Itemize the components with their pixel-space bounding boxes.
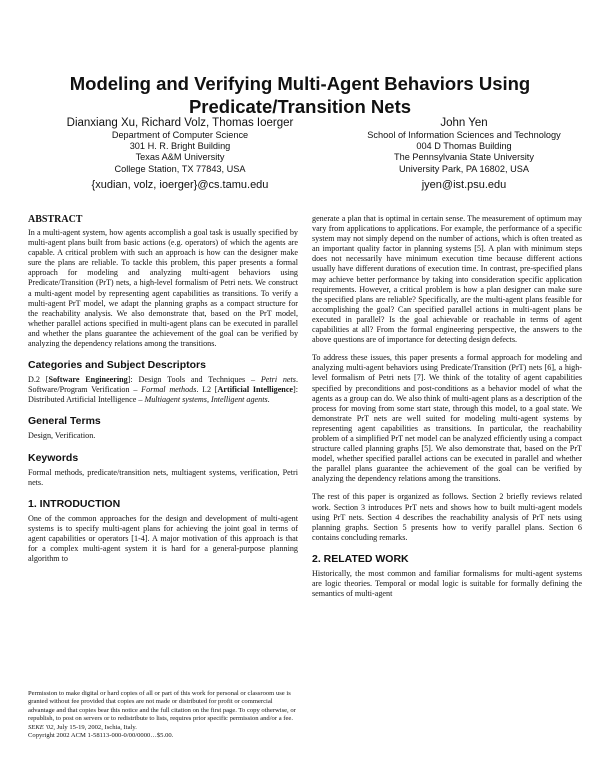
cat-d2-petri: Petri nets [260, 375, 296, 385]
introduction-heading: 1. INTRODUCTION [28, 497, 121, 510]
keywords-heading: Keywords [28, 451, 79, 464]
author-dept: Department of Computer Science [111, 130, 249, 140]
author-names: John Yen [440, 117, 488, 129]
author-university: Texas A&M University [135, 152, 225, 163]
cat-d2-tail: . I.2 [196, 385, 212, 395]
cat-i2-after: ]: Distributed Artificial Intelligence – [28, 385, 299, 405]
cat-i2-end: . [267, 395, 270, 405]
copyright-line: Copyright 2002 ACM 1-58113-000-0/00/0000…$5.00. [28, 732, 174, 740]
general-terms-text: Design, Verification. [28, 431, 96, 441]
cat-d2-code: D.2 [ [28, 375, 49, 385]
author-city: University Park, PA 16802, USA [398, 163, 530, 174]
abstract-heading: ABSTRACT [28, 214, 83, 225]
intro-paragraph-2: generate a plan that is optimal in certain sense. The measurement of optimum may vary from applications to applications. For example, the performance of a specific system may not simply depend on the number of actions, which is often treated as an important quality factor in planning systems [5]. A plan with minimum steps does not necessarily have minimum execution time because different actions usually have different durations of execution time. In contrast, pre-specified plans may achieve better performance by taking into consideration specific application requirements. However, a critical problem is how a plan designer can make sure the specified plans are reliable? Specifically, are the multi-agent plans feasible for accomplishing the goal? Can specified parallel actions in multi-agent plans be executed in parallel? Is the goal achievable or reachable in terms of agent capabilities at all? From the formal engineering perspective, the answers to the above questions are of importance for detecting design defects. [312, 214, 582, 345]
related-work-heading: 2. RELATED WORK [312, 552, 409, 565]
cat-i2-name: Artificial Intelligence [217, 385, 294, 395]
venue-line [28, 724, 298, 732]
paper-title [40, 72, 560, 118]
copyright-notice [28, 690, 298, 740]
intro-paragraph-3: To address these issues, this paper presents a formal approach for modeling and analyzing multi-agent behaviors using Predicate/Transition (PrT) nets [6], a high-level formalism of Petri nets [7]. We think of the totality of agent capabilities specified by preconditions and post-conditions as a behavior model of what the agents as a group can do. We also think of multi-agent plans as a description of the process for moving from some start state, through this model, to a goal state. We demonstrate PrT nets are well suited for modeling multi-agent systems by representing agent capabilities as transitions. In particular, the reachability problem of a simplified PrT net model can be analyzed efficiently using a compact structure called planning graphs [5]. We also demonstrate that, based on the PrT model, whether specified parallel actions can be executed in parallel and whether the parallel plans guarantee the achievement of the goal can be verified by analyzing the dependency relations among the transitions. [312, 353, 582, 484]
title-line-2: Predicate/Transition Nets [188, 96, 412, 117]
venue-name: SEKE '02 [28, 723, 54, 731]
right-column [312, 214, 582, 607]
author-email: {xudian, volz, ioerger}@cs.tamu.edu [91, 178, 269, 191]
venue-details: , July 15-19, 2002, Ischia, Italy. [53, 723, 137, 731]
title-line-1: Modeling and Verifying Multi-Agent Behaviors Using [69, 73, 531, 94]
left-column [28, 214, 298, 572]
cat-d2-mid: . Software/Program Verification – [28, 375, 298, 395]
author-university: The Pennsylvania State University [394, 152, 534, 163]
author-building: 301 H. R. Bright Building [129, 141, 231, 152]
keywords-text: Formal methods, predicate/transition nets, multiagent systems, verification, Petri nets. [28, 467, 298, 487]
cat-i2-italic: Multiagent systems, Intelligent agents [144, 395, 268, 405]
author-dept: School of Information Sciences and Technology [367, 130, 561, 140]
categories-text [28, 375, 298, 405]
author-city: College Station, TX 77843, USA [114, 163, 246, 174]
author-block-right [330, 116, 598, 192]
author-building: 004 D Thomas Building [416, 141, 512, 152]
author-block-left [40, 116, 320, 192]
cat-d2-formal: Formal methods [141, 385, 197, 395]
intro-paragraph-4: The rest of this paper is organized as follows. Section 2 briefly reviews related work. Section 3 introduces PrT nets and shows how to built multi-agent models using PrT nets. Section 4 describes the reachability analysis of PrT nets using planning graphs. Section 5 presents how to verify parallel plans. Section 6 contains concluding remarks. [312, 492, 582, 542]
cat-i2-code: [ [214, 385, 218, 395]
permission-text: Permission to make digital or hard copies of all or part of this work for personal or classroom use is granted without fee provided that copies are not made or distributed for profit or commercial advantage and that copies bear this notice and the full citation on the first page. To copy otherwise, or republish, to post on servers or to redistribute to lists, requires prior specific permission and/or a fee. [28, 690, 296, 723]
abstract-text: In a multi-agent system, how agents accomplish a goal task is usually specified by multi-agent plans built from basic actions (e.g. operators) of which the agents are capable. A critical problem with such an approach is how can the designer make sure the plans are reliable. To tackle this problem, this paper presents a formal approach for modeling and analyzing multi-agent behaviors using Predicate/Transition (PrT) nets, a high-level formalism of Petri nets. We construct a multi-agent model by representing agent capabilities as transitions. To verify a multi-agent PrT model, we adapt the planning graphs as a compact structure for the reachability analysis. We also demonstrate that, based on the PrT model, whether parallel actions specified in multi-agent plans can be executed in parallel and whether the plans guarantee the achievement of the goal can be verified by analyzing the dependency relations among the transitions. [28, 228, 298, 349]
introduction-text: One of the common approaches for the design and development of multi-agent systems is to specify multi-agent plans for achieving the joint goal in terms of agent capabilities or operators [1-4]. A major motivation of this approach is that for a complex multi-agent system it is hard for a general-purpose planning algorithm to [28, 513, 298, 564]
categories-heading: Categories and Subject Descriptors [28, 359, 206, 372]
author-names: Dianxiang Xu, Richard Volz, Thomas Ioerger [66, 117, 294, 129]
related-work-text: Historically, the most common and familiar formalisms for multi-agent systems are logic theories. Temporal or modal logic is suitable for formally defining the semantics of multi-agent [312, 568, 582, 599]
general-terms-heading: General Terms [28, 415, 101, 428]
author-email: jyen@ist.psu.edu [421, 178, 507, 191]
cat-d2-after: ]: Design Tools and Techniques – [127, 375, 256, 385]
cat-d2-name: Software Engineering [48, 375, 128, 385]
